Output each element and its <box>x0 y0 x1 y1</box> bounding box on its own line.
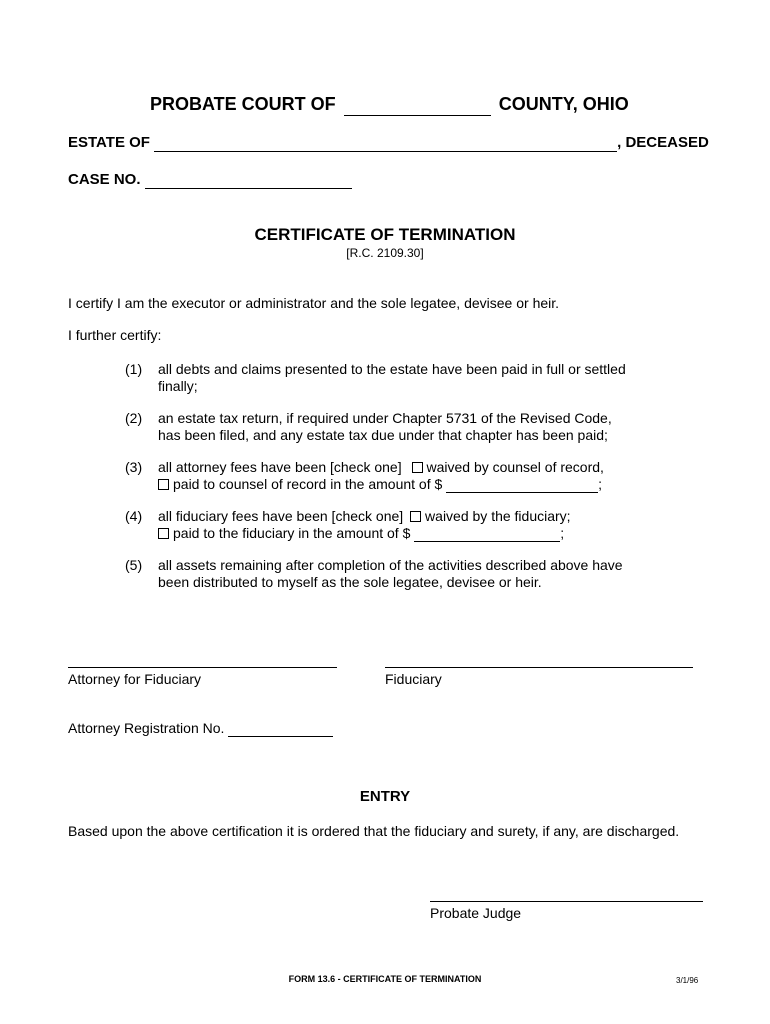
entry-text: Based upon the above certification it is ordered that the fiduciary and surety, if any, are discharged. <box>68 823 680 839</box>
item-number: (1) <box>125 361 143 377</box>
judge-label: Probate Judge <box>430 905 522 921</box>
attorney-fees-line <box>158 459 604 476</box>
document-title: CERTIFICATE OF TERMINATION <box>254 225 516 244</box>
certification-intro: I certify I am the executor or administrator and the sole legatee, devisee or heir. <box>68 295 560 311</box>
judge-signature-line[interactable] <box>430 901 703 902</box>
fiduciary-fees-line <box>158 508 571 525</box>
registration-row <box>68 720 333 737</box>
item-number: (2) <box>125 410 143 426</box>
item-text <box>158 557 623 590</box>
estate-label: ESTATE OF <box>68 134 150 151</box>
item-line: been distributed to myself as the sole legatee, devisee or heir. <box>158 573 542 590</box>
option-label: paid to counsel of record in the amount of $ <box>173 475 443 492</box>
case-row <box>68 171 352 189</box>
item-number: (4) <box>125 508 143 524</box>
item-line: all fiduciary fees have been [check one] <box>158 508 404 524</box>
attorney-label: Attorney for Fiduciary <box>68 671 202 687</box>
fiduciary-label: Fiduciary <box>385 671 442 687</box>
court-heading <box>150 94 629 116</box>
estate-row <box>68 134 709 152</box>
attorney-signature-line[interactable] <box>68 667 337 668</box>
fiduciary-fees-waived-checkbox[interactable] <box>410 511 421 522</box>
attorney-fees-waived-checkbox[interactable] <box>412 462 423 473</box>
item-text <box>158 410 612 443</box>
fiduciary-fees-paid-checkbox[interactable] <box>158 528 169 539</box>
item-line: finally; <box>158 377 198 394</box>
item-number: (5) <box>125 557 143 573</box>
terminator: ; <box>560 524 565 541</box>
attorney-fees-paid-line <box>158 476 604 494</box>
fiduciary-fees-paid-line <box>158 525 571 543</box>
item-number: (3) <box>125 459 143 475</box>
option-label: waived by counsel of record, <box>426 459 604 475</box>
attorney-fees-paid-checkbox[interactable] <box>158 479 169 490</box>
fiduciary-signature-line[interactable] <box>385 667 693 668</box>
estate-name-field[interactable] <box>154 134 617 152</box>
court-prefix: PROBATE COURT OF <box>150 94 336 114</box>
deceased-label: , DECEASED <box>617 134 709 151</box>
case-label: CASE NO. <box>68 171 141 188</box>
item-line: an estate tax return, if required under Chapter 5731 of the Revised Code, <box>158 410 612 426</box>
item-text <box>158 361 626 394</box>
court-suffix: COUNTY, OHIO <box>498 94 629 114</box>
item-line: has been filed, and any estate tax due under that chapter has been paid; <box>158 426 608 443</box>
county-field[interactable] <box>344 94 491 116</box>
registration-number-field[interactable] <box>228 720 333 737</box>
further-certify: I further certify: <box>68 327 162 343</box>
item-text <box>158 459 604 493</box>
case-number-field[interactable] <box>145 171 352 189</box>
form-title-footer: FORM 13.6 - CERTIFICATE OF TERMINATION <box>288 974 482 984</box>
form-date: 3/1/96 <box>676 976 699 985</box>
statute-reference: [R.C. 2109.30] <box>346 246 424 260</box>
item-line: all assets remaining after completion of the activities described above have <box>158 557 623 573</box>
item-line: all debts and claims presented to the estate have been paid in full or settled <box>158 361 626 377</box>
registration-label: Attorney Registration No. <box>68 720 225 736</box>
entry-heading: ENTRY <box>359 788 411 805</box>
option-label: waived by the fiduciary; <box>425 508 571 524</box>
attorney-fees-amount-field[interactable] <box>446 476 598 494</box>
fiduciary-fees-amount-field[interactable] <box>414 525 560 543</box>
item-line: all attorney fees have been [check one] <box>158 459 402 475</box>
option-label: paid to the fiduciary in the amount of $ <box>173 524 411 541</box>
terminator: ; <box>598 475 603 492</box>
item-text <box>158 508 571 542</box>
